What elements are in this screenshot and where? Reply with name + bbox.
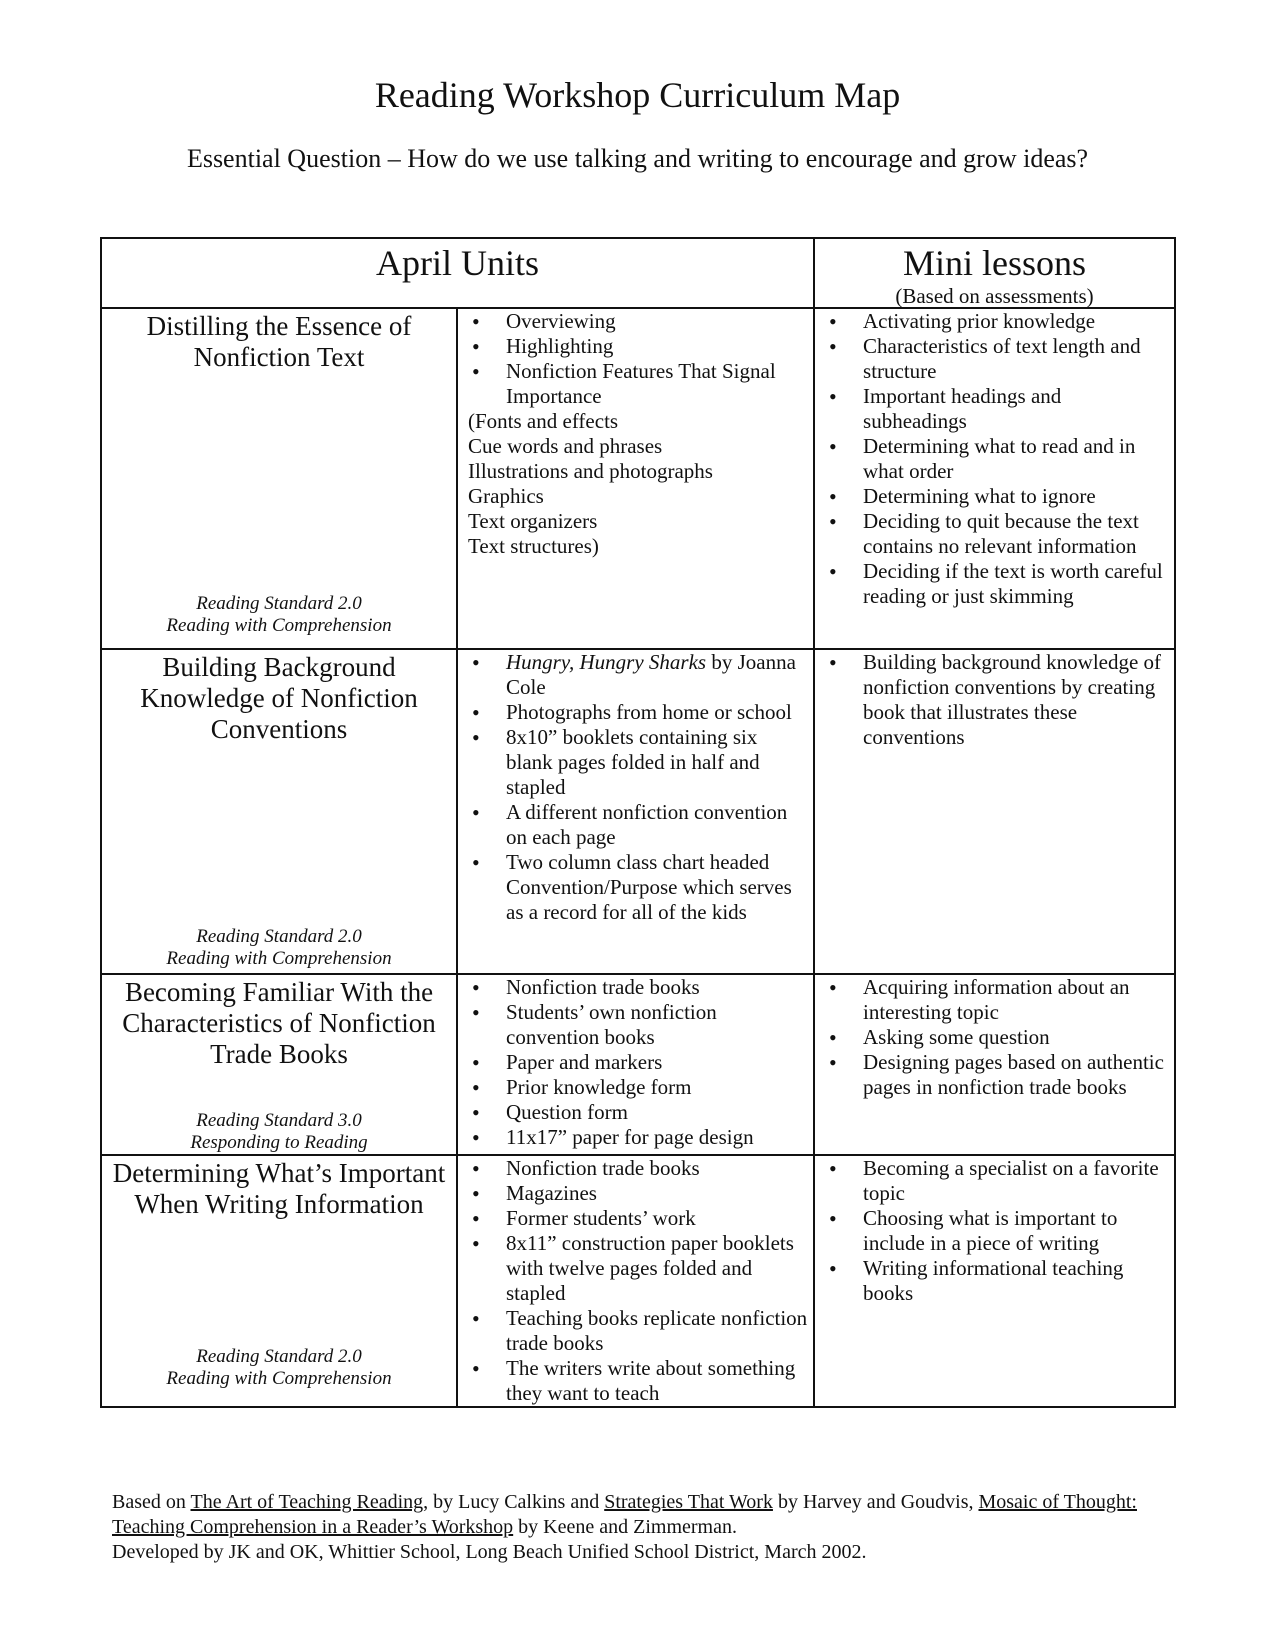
list-item: • Determining what to ignore xyxy=(815,484,1174,509)
table-row xyxy=(101,649,1175,974)
book-author: by Joanna Cole xyxy=(506,650,796,699)
table-row xyxy=(101,308,1175,649)
table-header-row xyxy=(101,238,1175,308)
reading-standard xyxy=(102,1346,456,1390)
page-title: Reading Workshop Curriculum Map xyxy=(374,75,901,115)
reading-standard xyxy=(102,593,456,637)
list-item: • A different nonfiction convention on each page xyxy=(458,800,813,850)
resource-line: Graphics xyxy=(468,484,544,508)
resources-cell xyxy=(457,974,814,1155)
list-item: • Nonfiction trade books xyxy=(458,975,813,1000)
standard-number: Reading Standard 2.0 xyxy=(196,1346,362,1367)
standard-number: Reading Standard 3.0 xyxy=(196,1110,362,1131)
footer-text: by Lucy Calkins and xyxy=(428,1491,605,1513)
lessons-cell xyxy=(814,308,1175,649)
list-item xyxy=(458,650,813,700)
mini-lessons-sublabel: (Based on assessments) xyxy=(895,284,1094,308)
unit-cell xyxy=(101,649,457,974)
unit-title: Becoming Familiar With the Characteristics of Nonfiction Trade Books xyxy=(122,977,436,1069)
book-title: Hungry, Hungry Sharks xyxy=(506,650,707,674)
list-item: • Teaching books replicate nonfiction trade books xyxy=(458,1306,813,1356)
footer-sources xyxy=(112,1490,1172,1540)
footer-citation xyxy=(112,1490,1172,1565)
table-row xyxy=(101,974,1175,1155)
reading-standard xyxy=(102,1110,456,1154)
list-item: • 8x10” booklets containing six blank pages folded in half and stapled xyxy=(458,725,813,800)
resource-line: Cue words and phrases xyxy=(468,434,663,458)
list-item: • 8x11” construction paper booklets with twelve pages folded and stapled xyxy=(458,1231,813,1306)
list-item: • Writing informational teaching books xyxy=(815,1256,1174,1306)
list-item: • Highlighting xyxy=(458,334,813,359)
list-item: • Nonfiction trade books xyxy=(458,1156,813,1181)
essential-question: Essential Question – How do we use talking and writing to encourage and grow ideas? xyxy=(186,144,1089,173)
unit-cell xyxy=(101,974,457,1155)
april-units-label: April Units xyxy=(376,243,540,283)
list-item: • Overviewing xyxy=(458,309,813,334)
resource-line: Text structures) xyxy=(468,534,599,558)
list-item: • Prior knowledge form xyxy=(458,1075,813,1100)
curriculum-table xyxy=(100,237,1176,1408)
list-item: • Magazines xyxy=(458,1181,813,1206)
resources-cell xyxy=(457,308,814,649)
list-item: • Acquiring information about an interesting topic xyxy=(815,975,1174,1025)
unit-title: Distilling the Essence of Nonfiction Text xyxy=(146,311,412,372)
resources-cell xyxy=(457,649,814,974)
footer-text: by Harvey and Goudvis, xyxy=(772,1491,979,1513)
standard-description: Reading with Comprehension xyxy=(166,615,392,636)
list-item: • Question form xyxy=(458,1100,813,1125)
standard-description: Responding to Reading xyxy=(190,1132,368,1153)
mini-lessons-header xyxy=(814,238,1175,308)
reading-standard xyxy=(102,926,456,970)
list-item: • Activating prior knowledge xyxy=(815,309,1174,334)
footer-text: by Keene and Zimmerman. xyxy=(513,1516,737,1538)
table-row xyxy=(101,1155,1175,1407)
unit-cell xyxy=(101,308,457,649)
list-item: • Important headings and subheadings xyxy=(815,384,1174,434)
book-title: Mosaic of Thought: Teaching Comprehension in a Reader’s Workshop xyxy=(112,1491,1137,1538)
resource-line: (Fonts and effects xyxy=(468,409,619,433)
list-item: • Photographs from home or school xyxy=(458,700,813,725)
list-item: • Designing pages based on authentic pages in nonfiction trade books xyxy=(815,1050,1174,1100)
lessons-cell xyxy=(814,974,1175,1155)
list-item: • Asking some question xyxy=(815,1025,1174,1050)
book-title: Strategies That Work xyxy=(604,1491,773,1513)
standard-description: Reading with Comprehension xyxy=(166,1368,392,1389)
unit-cell xyxy=(101,1155,457,1407)
list-item: • Nonfiction Features That Signal Importance xyxy=(458,359,813,409)
list-item: • Two column class chart headed Convention/Purpose which serves as a record for all of the kids xyxy=(458,850,813,925)
footer-developed: Developed by JK and OK, Whittier School, Long Beach Unified School District, March 2002. xyxy=(112,1541,867,1563)
standard-number: Reading Standard 2.0 xyxy=(196,593,362,614)
mini-lessons-label: Mini lessons xyxy=(903,243,1087,283)
list-item: • Deciding if the text is worth careful reading or just skimming xyxy=(815,559,1174,609)
list-item: • Paper and markers xyxy=(458,1050,813,1075)
resource-line: Illustrations and photographs xyxy=(468,459,713,483)
unit-title: Building Background Knowledge of Nonfiction Conventions xyxy=(140,652,418,744)
lessons-cell xyxy=(814,1155,1175,1407)
standard-number: Reading Standard 2.0 xyxy=(196,926,362,947)
list-item: • Becoming a specialist on a favorite topic xyxy=(815,1156,1174,1206)
resources-cell xyxy=(457,1155,814,1407)
lessons-cell xyxy=(814,649,1175,974)
list-item: • Building background knowledge of nonfiction conventions by creating book that illustrates these conventions xyxy=(815,650,1174,750)
footer-text: Based on xyxy=(112,1491,191,1513)
list-item: • Former students’ work xyxy=(458,1206,813,1231)
list-item: • 11x17” paper for page design xyxy=(458,1125,813,1150)
list-item: • Deciding to quit because the text contains no relevant information xyxy=(815,509,1174,559)
list-item: • Characteristics of text length and structure xyxy=(815,334,1174,384)
unit-title: Determining What’s Important When Writing Information xyxy=(112,1158,446,1219)
standard-description: Reading with Comprehension xyxy=(166,948,392,969)
april-units-header xyxy=(101,238,814,308)
list-item: • Determining what to read and in what order xyxy=(815,434,1174,484)
list-item: • The writers write about something they want to teach xyxy=(458,1356,813,1406)
list-item: • Students’ own nonfiction convention books xyxy=(458,1000,813,1050)
list-item: • Choosing what is important to include in a piece of writing xyxy=(815,1206,1174,1256)
resource-line: Text organizers xyxy=(468,509,598,533)
book-title: The Art of Teaching Reading, xyxy=(190,1491,429,1513)
